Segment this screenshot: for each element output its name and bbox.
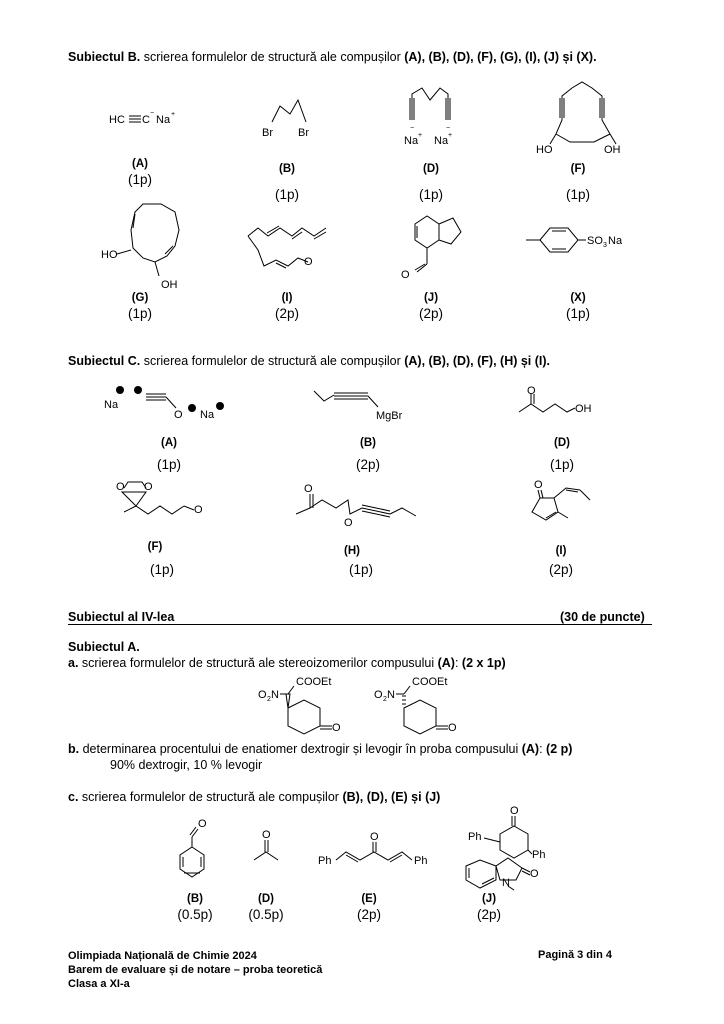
svg-text:3: 3	[603, 242, 607, 249]
structure-subB-F	[530, 78, 630, 160]
svg-text:O: O	[304, 256, 313, 268]
structure-subB-J	[395, 208, 485, 286]
structure-subC-I	[510, 476, 620, 536]
svg-text:O: O	[332, 722, 341, 734]
sub4-a-text: scrierea formulelor de structură ale stereoizomerilor compusului	[78, 656, 438, 670]
structure-subB-X	[520, 222, 650, 262]
svg-text:O: O	[510, 805, 519, 817]
svg-text:O: O	[344, 517, 353, 529]
structure-subC-F	[110, 478, 210, 528]
page-number: Pagină 3 din 4	[538, 949, 612, 961]
sub4-label-D: (D)	[258, 893, 274, 905]
subB-pts-X: (1p)	[565, 306, 590, 321]
sub4-c-prefix: c.	[68, 790, 79, 804]
svg-text:OH: OH	[575, 403, 592, 415]
subB-heading-line	[68, 50, 597, 64]
sub4-b-text: determinarea procentului de enatiomer dextrogir și levogir în proba compusului	[79, 742, 522, 756]
svg-text:Na: Na	[200, 409, 215, 421]
svg-text:Br: Br	[298, 127, 309, 139]
sub4-points: (30 de puncte)	[560, 610, 645, 624]
footer-line3: Clasa a XI-a	[68, 978, 130, 990]
subB-heading: Subiectul B.	[68, 50, 141, 64]
svg-text:O: O	[262, 829, 271, 841]
svg-text:HC: HC	[109, 114, 125, 126]
structure-sub4-E	[318, 830, 438, 874]
subB-pts-B: (1p)	[274, 187, 299, 202]
subC-pts-A: (1p)	[156, 457, 181, 472]
structure-sub4-A-stereoisomer-2	[372, 672, 482, 744]
sub4-pts-B: (0.5p)	[177, 907, 213, 922]
subC-pts-B: (2p)	[355, 457, 380, 472]
svg-text:Na: Na	[608, 235, 623, 247]
structure-sub4-D	[248, 830, 288, 870]
svg-text:HO: HO	[101, 249, 118, 261]
svg-text:HO: HO	[536, 144, 553, 156]
sub4-b-line	[68, 742, 572, 756]
svg-text:C: C	[142, 114, 150, 126]
structure-subB-D	[400, 80, 470, 155]
footer-line1: Olimpiada Națională de Chimie 2024	[68, 950, 257, 962]
svg-text:Ph: Ph	[414, 855, 428, 867]
subC-items: (A), (B), (D), (F), (H) și (I).	[404, 354, 551, 368]
svg-text:O: O	[448, 722, 457, 734]
svg-text:OH: OH	[161, 279, 178, 291]
sub4-b-colon: :	[539, 742, 547, 756]
sub4-a-prefix: a.	[68, 656, 79, 670]
svg-text:+: +	[448, 132, 453, 139]
svg-text:COOEt: COOEt	[412, 676, 448, 688]
svg-text:Na: Na	[156, 114, 171, 126]
svg-text:MgBr: MgBr	[376, 410, 403, 422]
structure-sub4-B	[170, 815, 230, 885]
svg-text:O: O	[258, 689, 267, 701]
subB-label-I: (I)	[281, 292, 293, 304]
svg-text:Br: Br	[262, 127, 273, 139]
svg-text:Ph: Ph	[532, 849, 546, 861]
svg-text:2: 2	[267, 696, 271, 703]
structure-subC-B	[310, 385, 420, 430]
sub4-a-pts: (2 x 1p)	[461, 656, 506, 670]
structure-subB-A	[105, 108, 195, 128]
svg-text:O: O	[370, 831, 379, 843]
sub4-pts-D: (0.5p)	[248, 907, 284, 922]
sub4-subA: Subiectul A.	[68, 640, 140, 654]
svg-text:O: O	[304, 483, 313, 495]
subB-pts-D: (1p)	[418, 187, 443, 202]
subB-label-B: (B)	[279, 163, 295, 175]
subB-text: scrierea formulelor de structură ale compușilor	[140, 50, 405, 64]
svg-text:O: O	[530, 868, 539, 880]
sub4-label-B: (B)	[187, 893, 203, 905]
structure-subC-A	[100, 380, 230, 430]
svg-text:+: +	[418, 132, 423, 139]
subB-label-D: (D)	[423, 163, 439, 175]
sub4-a-bold: (A)	[437, 656, 455, 670]
subC-label-F: (F)	[147, 541, 163, 553]
svg-text:+: +	[171, 111, 176, 118]
sub4-b-pts: (2 p)	[546, 742, 573, 756]
sub4-a-colon: :	[454, 656, 462, 670]
svg-text:O: O	[401, 269, 410, 281]
svg-text:SO: SO	[587, 235, 603, 247]
subC-label-B: (B)	[360, 437, 376, 449]
subC-label-A: (A)	[161, 437, 177, 449]
svg-text:OH: OH	[604, 144, 621, 156]
footer-line2: Barem de evaluare și de notare – proba teoretică	[68, 964, 323, 976]
svg-text:−: −	[410, 125, 415, 132]
subC-heading: Subiectul C.	[68, 354, 141, 368]
subB-items: (A), (B), (D), (F), (G), (I), (J) și (X).	[404, 50, 597, 64]
svg-text:N: N	[387, 689, 395, 701]
sub4-c-text: scrierea formulelor de structură ale compușilor	[78, 790, 343, 804]
subB-label-G: (G)	[131, 292, 149, 304]
structure-subB-G	[95, 200, 205, 292]
svg-text:COOEt: COOEt	[296, 676, 332, 688]
subC-pts-D: (1p)	[549, 457, 574, 472]
svg-text:O: O	[374, 689, 383, 701]
svg-text:O: O	[144, 481, 153, 493]
sub4-title: Subiectul al IV-lea	[68, 610, 175, 624]
svg-text:N: N	[271, 689, 279, 701]
subC-label-I: (I)	[555, 545, 567, 557]
subC-label-D: (D)	[554, 437, 570, 449]
structure-subB-I	[240, 220, 340, 280]
svg-text:O: O	[527, 385, 536, 397]
subB-label-A: (A)	[132, 158, 148, 170]
svg-text:Ph: Ph	[318, 855, 332, 867]
subB-pts-F: (1p)	[565, 187, 590, 202]
structure-sub4-J	[452, 802, 562, 892]
sub4-a-line	[68, 656, 506, 670]
structure-sub4-A-stereoisomer-1	[256, 672, 366, 744]
sub4-label-E: (E)	[361, 893, 377, 905]
svg-text:O: O	[174, 409, 183, 421]
svg-text:N: N	[502, 877, 510, 889]
subB-pts-G: (1p)	[127, 306, 152, 321]
sub4-b-bold: (A)	[521, 742, 540, 756]
svg-text:2: 2	[383, 696, 387, 703]
sub4-pts-E: (2p)	[356, 907, 381, 922]
sub4-pts-J: (2p)	[476, 907, 501, 922]
svg-text:O: O	[194, 504, 203, 516]
svg-text:Na: Na	[434, 135, 449, 147]
sub4-c-line	[68, 790, 440, 804]
subB-label-X: (X)	[570, 292, 586, 304]
svg-text:O: O	[198, 818, 207, 830]
subC-pts-F: (1p)	[149, 562, 174, 577]
subB-pts-J: (2p)	[418, 306, 443, 321]
sub4-b-answer: 90% dextrogir, 10 % levogir	[110, 758, 263, 772]
subB-label-J: (J)	[423, 292, 439, 304]
subB-label-F: (F)	[570, 163, 586, 175]
subB-pts-A: (1p)	[127, 172, 152, 187]
section-divider	[68, 624, 652, 625]
subC-pts-I: (2p)	[548, 562, 573, 577]
svg-text:O: O	[116, 481, 125, 493]
svg-text:O: O	[534, 479, 543, 491]
subB-pts-I: (2p)	[274, 306, 299, 321]
subC-heading-line	[68, 354, 550, 368]
structure-subC-H	[290, 480, 450, 535]
sub4-c-items: (B), (D), (E) și (J)	[342, 790, 441, 804]
sub4-label-J: (J)	[481, 893, 497, 905]
svg-text:Na: Na	[404, 135, 419, 147]
structure-subB-B	[258, 92, 318, 142]
svg-text:Na: Na	[104, 399, 119, 411]
svg-text:Ph: Ph	[468, 831, 482, 843]
subC-text: scrierea formulelor de structură ale compușilor	[140, 354, 405, 368]
sub4-b-prefix: b.	[68, 742, 80, 756]
structure-subC-D	[515, 385, 605, 430]
svg-text:−: −	[150, 110, 155, 117]
subC-label-H: (H)	[344, 545, 360, 557]
svg-text:−: −	[446, 125, 451, 132]
subC-pts-H: (1p)	[348, 562, 373, 577]
